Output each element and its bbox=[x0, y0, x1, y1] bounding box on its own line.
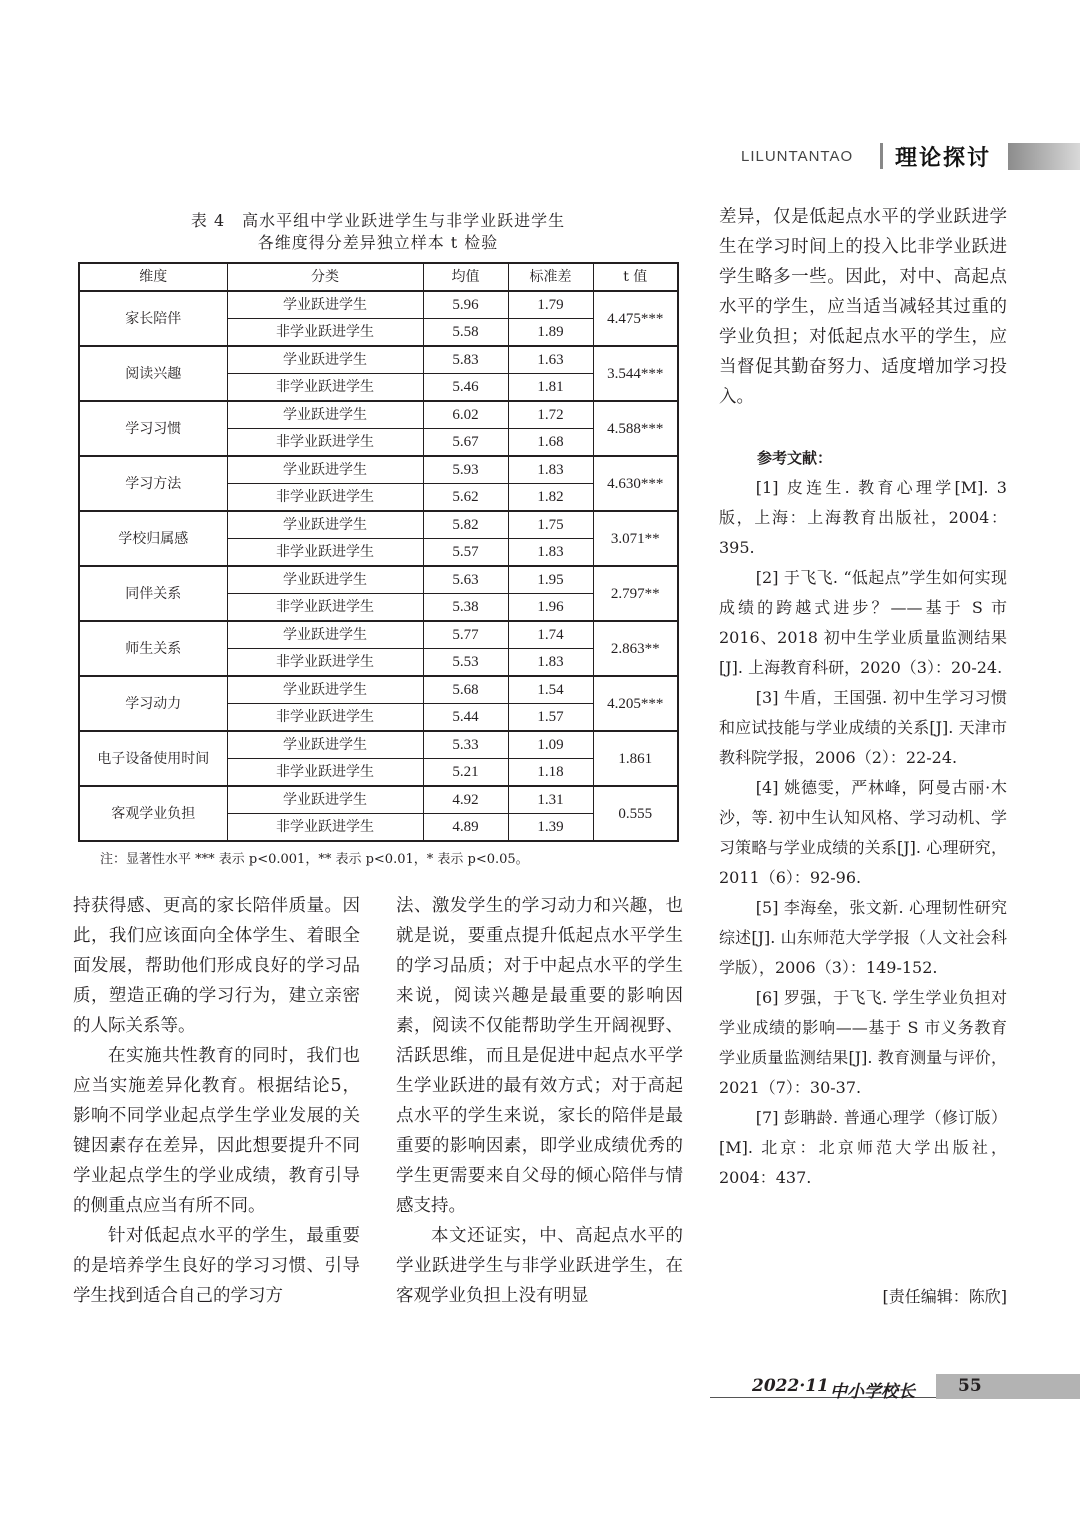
cell-sd: 1.83 bbox=[508, 456, 593, 484]
table-row bbox=[79, 456, 678, 484]
header-t-value: t 值 bbox=[593, 263, 678, 291]
table-row bbox=[79, 566, 678, 594]
cell-category: 学业跃进学生 bbox=[227, 346, 423, 374]
cell-sd: 1.83 bbox=[508, 539, 593, 567]
cell-mean: 5.21 bbox=[423, 759, 508, 787]
cell-sd: 1.18 bbox=[508, 759, 593, 787]
reference-item: [7] 彭聃龄. 普通心理学（修订版）[M]. 北京：北京师范大学出版社，2004：437. bbox=[719, 1108, 1007, 1187]
cell-category: 学业跃进学生 bbox=[227, 291, 423, 319]
cell-sd: 1.96 bbox=[508, 594, 593, 622]
header-dimension: 维度 bbox=[79, 263, 227, 291]
cell-t-value: 3.544*** bbox=[593, 346, 678, 401]
cell-category: 非学业跃进学生 bbox=[227, 759, 423, 787]
cell-sd: 1.39 bbox=[508, 814, 593, 842]
cell-sd: 1.89 bbox=[508, 319, 593, 347]
reference-item: [5] 李海垒，张文新. 心理韧性研究综述[J]. 山东师范大学学报（人文社会科学版），2006（3）：149-152. bbox=[719, 898, 1007, 977]
cell-mean: 5.62 bbox=[423, 484, 508, 512]
cell-mean: 5.57 bbox=[423, 539, 508, 567]
cell-t-value: 4.630*** bbox=[593, 456, 678, 511]
cell-mean: 5.58 bbox=[423, 319, 508, 347]
table-row bbox=[79, 621, 678, 649]
body-paragraph: 持获得感、更高的家长陪伴质量。因此，我们应该面向全体学生、着眼全面发展，帮助他们形成良好的学习品质，塑造正确的学习行为，建立亲密的人际关系等。 bbox=[73, 896, 360, 1036]
cell-category: 学业跃进学生 bbox=[227, 511, 423, 539]
cell-category: 非学业跃进学生 bbox=[227, 594, 423, 622]
table-row bbox=[79, 676, 678, 704]
cell-mean: 5.77 bbox=[423, 621, 508, 649]
cell-category: 非学业跃进学生 bbox=[227, 374, 423, 402]
cell-t-value: 0.555 bbox=[593, 786, 678, 841]
cell-category: 学业跃进学生 bbox=[227, 621, 423, 649]
reference-item: [3] 牛盾，王国强. 初中生学习习惯和应试技能与学业成绩的关系[J]. 天津市教科院学报，2006（2）：22-24. bbox=[719, 688, 1007, 767]
reference-item: [6] 罗强，于飞飞. 学生学业负担对学业成绩的影响——基于 S 市义务教育学业质量监测结果[J]. 教育测量与评价，2021（7）：30-37. bbox=[719, 988, 1007, 1097]
cell-dimension: 电子设备使用时间 bbox=[79, 731, 227, 786]
cell-sd: 1.83 bbox=[508, 649, 593, 677]
table-note: 注：显著性水平 *** 表示 p<0.001，** 表示 p<0.01，* 表示 p<0.05。 bbox=[100, 852, 529, 867]
table-row bbox=[79, 291, 678, 319]
cell-mean: 5.63 bbox=[423, 566, 508, 594]
cell-dimension: 学习习惯 bbox=[79, 401, 227, 456]
cell-mean: 5.38 bbox=[423, 594, 508, 622]
cell-dimension: 同伴关系 bbox=[79, 566, 227, 621]
table-row bbox=[79, 786, 678, 814]
cell-sd: 1.75 bbox=[508, 511, 593, 539]
responsible-editor: [责任编辑：陈欣] bbox=[882, 1287, 1007, 1306]
cell-t-value: 4.588*** bbox=[593, 401, 678, 456]
cell-mean: 5.67 bbox=[423, 429, 508, 457]
cell-mean: 5.68 bbox=[423, 676, 508, 704]
cell-mean: 4.92 bbox=[423, 786, 508, 814]
footer-journal-name: 中小学校长 bbox=[830, 1382, 915, 1402]
cell-sd: 1.31 bbox=[508, 786, 593, 814]
cell-category: 非学业跃进学生 bbox=[227, 429, 423, 457]
header-separator bbox=[880, 143, 883, 169]
body-paragraph: 在实施共性教育的同时，我们也应当实施差异化教育。根据结论5，影响不同学业起点学生学业发展的关键因素存在差异，因此想要提升不同学业起点学生的学业成绩，教育引导的侧重点应当有所不同。 bbox=[73, 1046, 360, 1216]
cell-category: 非学业跃进学生 bbox=[227, 319, 423, 347]
cell-category: 学业跃进学生 bbox=[227, 676, 423, 704]
cell-sd: 1.72 bbox=[508, 401, 593, 429]
cell-sd: 1.63 bbox=[508, 346, 593, 374]
cell-mean: 5.44 bbox=[423, 704, 508, 732]
references-list bbox=[719, 473, 1007, 1193]
cell-dimension: 阅读兴趣 bbox=[79, 346, 227, 401]
cell-t-value: 4.205*** bbox=[593, 676, 678, 731]
cell-sd: 1.74 bbox=[508, 621, 593, 649]
references-title: 参考文献： bbox=[757, 449, 833, 467]
cell-mean: 6.02 bbox=[423, 401, 508, 429]
cell-mean: 5.53 bbox=[423, 649, 508, 677]
body-column-middle bbox=[396, 891, 683, 1311]
table-caption-line1: 表 4 高水平组中学业跃进学生与非学业跃进学生 bbox=[190, 211, 566, 230]
body-paragraph: 差异，仅是低起点水平的学业跃进学生在学习时间上的投入比非学业跃进学生略多一些。因此，对中、高起点水平的学生，应当适当减轻其过重的学业负担；对低起点水平的学生，应当督促其勤奋努力、适度增加学习投入。 bbox=[719, 207, 1007, 407]
cell-category: 非学业跃进学生 bbox=[227, 649, 423, 677]
cell-category: 非学业跃进学生 bbox=[227, 704, 423, 732]
cell-dimension: 客观学业负担 bbox=[79, 786, 227, 841]
cell-dimension: 学校归属感 bbox=[79, 511, 227, 566]
cell-sd: 1.82 bbox=[508, 484, 593, 512]
body-paragraph: 本文还证实，中、高起点水平的学业跃进学生与非学业跃进学生，在客观学业负担上没有明显 bbox=[396, 1226, 683, 1306]
cell-category: 学业跃进学生 bbox=[227, 786, 423, 814]
cell-mean: 4.89 bbox=[423, 814, 508, 842]
header-category: 分类 bbox=[227, 263, 423, 291]
cell-sd: 1.95 bbox=[508, 566, 593, 594]
table-4 bbox=[78, 262, 679, 842]
reference-item: [4] 姚德雯，严林峰，阿曼古丽·木沙，等. 初中生认知风格、学习动机、学习策略与学业成绩的关系[J]. 心理研究，2011（6）：92-96. bbox=[719, 778, 1007, 887]
table-row bbox=[79, 346, 678, 374]
cell-sd: 1.79 bbox=[508, 291, 593, 319]
header-gradient-bar bbox=[1008, 143, 1080, 170]
cell-category: 学业跃进学生 bbox=[227, 566, 423, 594]
cell-mean: 5.33 bbox=[423, 731, 508, 759]
cell-t-value: 1.861 bbox=[593, 731, 678, 786]
cell-sd: 1.68 bbox=[508, 429, 593, 457]
cell-t-value: 4.475*** bbox=[593, 291, 678, 346]
body-paragraph: 针对低起点水平的学生，最重要的是培养学生良好的学习习惯、引导学生找到适合自己的学习方 bbox=[73, 1226, 360, 1306]
cell-category: 非学业跃进学生 bbox=[227, 484, 423, 512]
cell-mean: 5.46 bbox=[423, 374, 508, 402]
header-sd: 标准差 bbox=[508, 263, 593, 291]
cell-mean: 5.93 bbox=[423, 456, 508, 484]
table-body bbox=[79, 291, 678, 841]
cell-category: 非学业跃进学生 bbox=[227, 814, 423, 842]
body-column-left bbox=[73, 891, 360, 1311]
cell-dimension: 学习动力 bbox=[79, 676, 227, 731]
running-header-section: 理论探讨 bbox=[895, 146, 992, 171]
cell-t-value: 3.071** bbox=[593, 511, 678, 566]
running-header-pinyin: LILUNTANTAO bbox=[741, 148, 854, 165]
body-column-right bbox=[719, 202, 1007, 412]
cell-dimension: 师生关系 bbox=[79, 621, 227, 676]
cell-sd: 1.54 bbox=[508, 676, 593, 704]
cell-category: 学业跃进学生 bbox=[227, 731, 423, 759]
cell-dimension: 家长陪伴 bbox=[79, 291, 227, 346]
header-mean: 均值 bbox=[423, 263, 508, 291]
table-row bbox=[79, 511, 678, 539]
page-number: 55 bbox=[958, 1376, 982, 1396]
cell-sd: 1.09 bbox=[508, 731, 593, 759]
cell-category: 非学业跃进学生 bbox=[227, 539, 423, 567]
cell-mean: 5.83 bbox=[423, 346, 508, 374]
cell-mean: 5.96 bbox=[423, 291, 508, 319]
cell-dimension: 学习方法 bbox=[79, 456, 227, 511]
cell-mean: 5.82 bbox=[423, 511, 508, 539]
cell-sd: 1.57 bbox=[508, 704, 593, 732]
cell-sd: 1.81 bbox=[508, 374, 593, 402]
table-row bbox=[79, 401, 678, 429]
footer-issue-date: 2022·11 bbox=[752, 1376, 829, 1396]
body-paragraph: 法、激发学生的学习动力和兴趣，也就是说，要重点提升低起点水平学生的学习品质；对于中起点水平的学生来说，阅读兴趣是最重要的影响因素，阅读不仅能帮助学生开阔视野、活跃思维，而且是促进中起点水平学生学业跃进的最有效方式；对于高起点水平的学生来说，家长的陪伴是最重要的影响因素，即学业成绩优秀的学生更需要来自父母的倾心陪伴与情感支持。 bbox=[396, 896, 683, 1216]
table-header-row bbox=[79, 263, 678, 291]
reference-item: [2] 于飞飞. “低起点”学生如何实现成绩的跨越式进步？——基于 S 市 2016、2018 初中生学业质量监测结果[J]. 上海教育科研，2020（3）：20-24. bbox=[719, 568, 1007, 677]
table-row bbox=[79, 731, 678, 759]
cell-category: 学业跃进学生 bbox=[227, 401, 423, 429]
cell-t-value: 2.863** bbox=[593, 621, 678, 676]
table-caption-line2: 各维度得分差异独立样本 t 检验 bbox=[257, 233, 499, 252]
cell-category: 学业跃进学生 bbox=[227, 456, 423, 484]
cell-t-value: 2.797** bbox=[593, 566, 678, 621]
reference-item: [1] 皮连生. 教育心理学[M]. 3 版，上海：上海教育出版社，2004：395. bbox=[719, 478, 1007, 557]
